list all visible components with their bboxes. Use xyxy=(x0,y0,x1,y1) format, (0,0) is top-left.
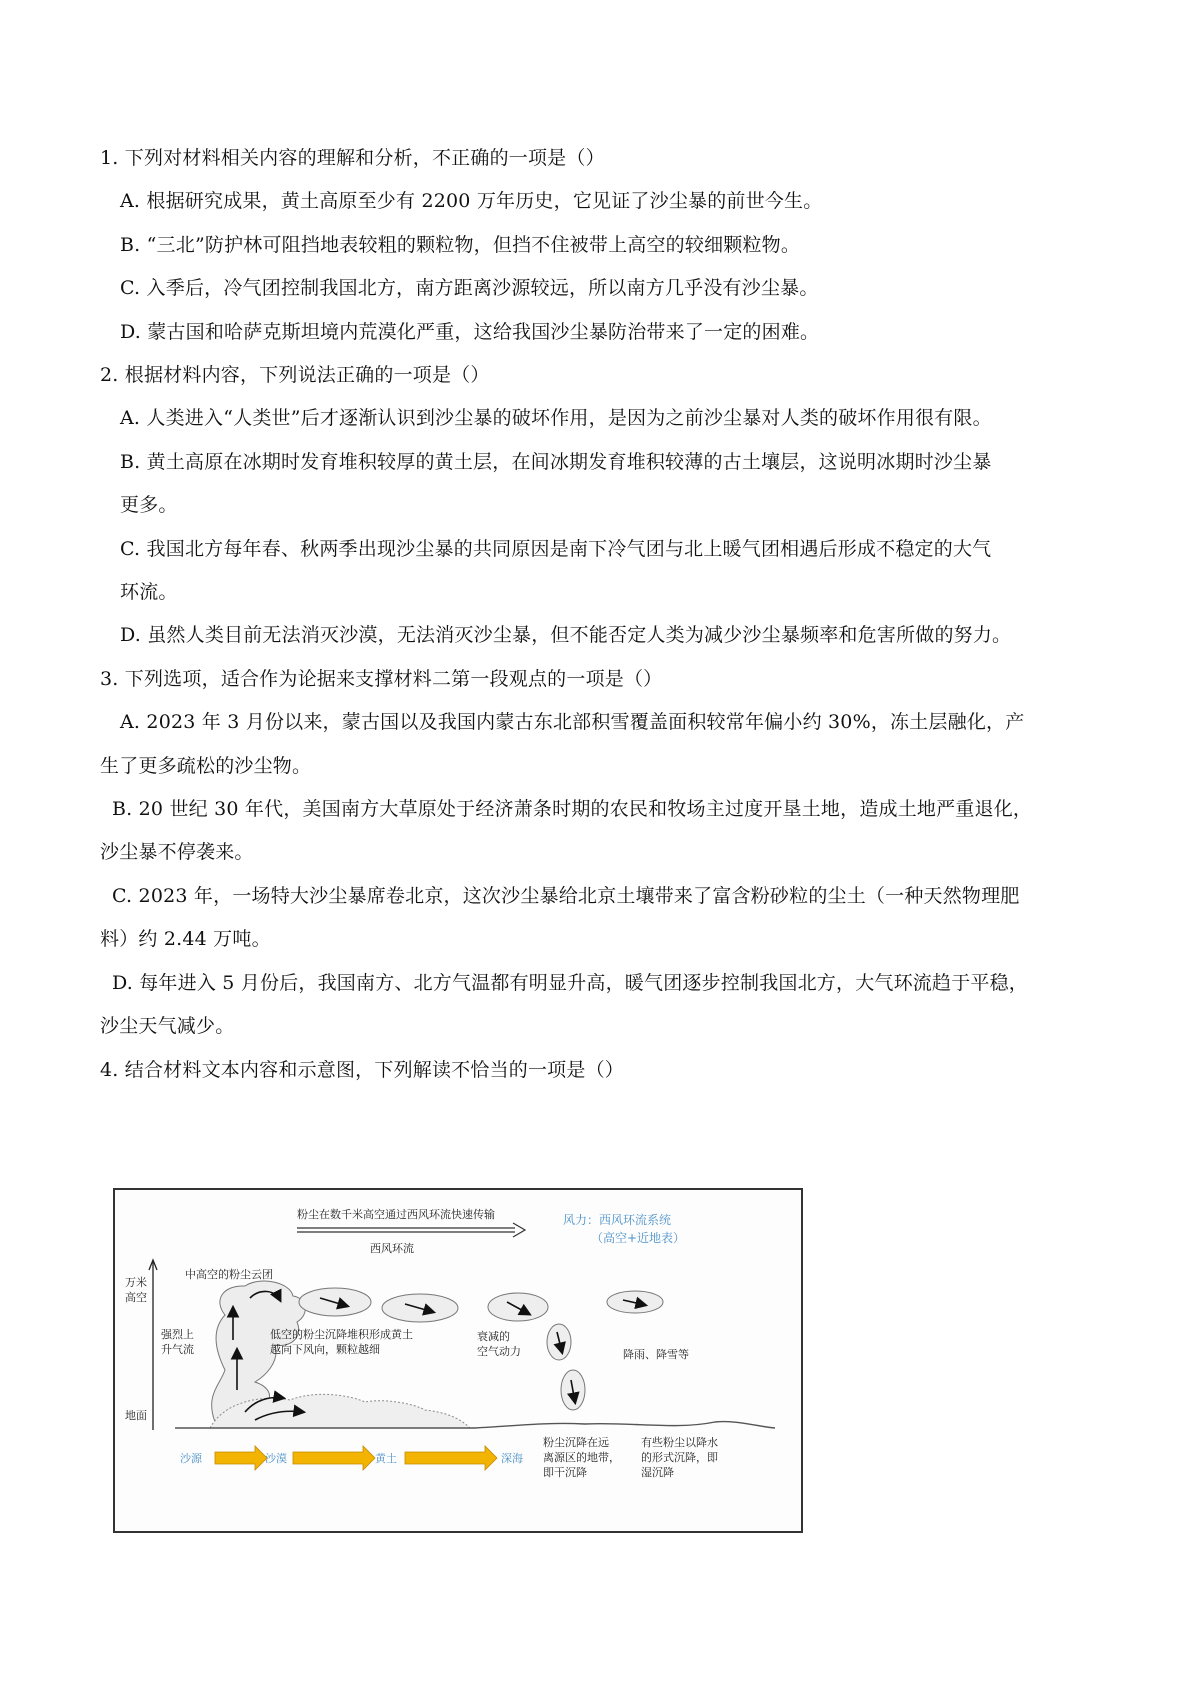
question-2-option-a: A. 人类进入“人类世”后才逐渐认识到沙尘暴的破坏作用，是因为之前沙尘暴对人类的破坏作用很有限。 xyxy=(120,407,992,429)
altitude-axis xyxy=(149,1260,157,1430)
axis-top-label-1: 万米 xyxy=(125,1276,147,1289)
question-2-option-b: B. 黄土高原在冰期时发育堆积较厚的黄土层，在间冰期发育堆积较薄的古土壤层，这说明冰期时沙尘暴 xyxy=(120,451,992,473)
question-2-option-b-cont: 更多。 xyxy=(120,494,178,516)
dry-deposition-label-1: 粉尘沉降在远 xyxy=(543,1436,609,1449)
wet-deposition-label-1: 有些粉尘以降水 xyxy=(641,1436,718,1449)
weak-airflow-label-2: 空气动力 xyxy=(477,1345,521,1358)
flow-label-desert: 沙漠 xyxy=(265,1452,287,1465)
figure-top-caption: 粉尘在数千米高空通过西风环流快速传输 xyxy=(297,1208,495,1221)
dry-deposition-label-3: 即干沉降 xyxy=(543,1466,587,1479)
question-3-option-a-cont: 生了更多疏松的沙尘物。 xyxy=(100,755,312,777)
question-3-option-c: C. 2023 年，一场特大沙尘暴席卷北京，这次沙尘暴给北京土壤带来了富含粉砂粒的尘土（一种天然物理肥 xyxy=(112,885,1020,907)
question-3-option-d: D. 每年进入 5 月份后，我国南方、北方气温都有明显升高，暖气团逐步控制我国北方，大气环流趋于平稳， xyxy=(112,972,1029,994)
question-2-option-c: C. 我国北方每年春、秋两季出现沙尘暴的共同原因是南下冷气团与北上暖气团相遇后形成不稳定的大气 xyxy=(120,538,992,560)
updraft-label-2: 升气流 xyxy=(161,1343,194,1356)
wind-label-2: （高空+近地表） xyxy=(591,1231,686,1245)
question-3-option-a: A. 2023 年 3 月份以来，蒙古国以及我国内蒙古东北部积雪覆盖面积较常年偏小约 30%，冻土层融化，产 xyxy=(120,711,1025,733)
precipitation-label: 降雨、降雪等 xyxy=(623,1348,689,1361)
flow-arrow-icons xyxy=(215,1446,497,1470)
flow-label-sand-source: 沙源 xyxy=(180,1452,202,1465)
question-2-option-d: D. 虽然人类目前无法消灭沙漠，无法消灭沙尘暴，但不能否定人类为减少沙尘暴频率和危害所做的努力。 xyxy=(120,624,1012,646)
axis-bottom-label: 地面 xyxy=(125,1409,147,1422)
weak-airflow-label-1: 衰减的 xyxy=(477,1330,510,1343)
flow-label-deep-sea: 深海 xyxy=(501,1452,523,1465)
question-1-option-c: C. 入季后，冷气团控制我国北方，南方距离沙源较远，所以南方几乎没有沙尘暴。 xyxy=(120,277,819,299)
question-3-option-b-cont: 沙尘暴不停袭来。 xyxy=(100,841,254,863)
question-1-option-a: A. 根据研究成果，黄土高原至少有 2200 万年历史，它见证了沙尘暴的前世今生。 xyxy=(120,190,823,212)
question-1-stem: 1. 下列对材料相关内容的理解和分析，不正确的一项是（） xyxy=(100,147,605,169)
question-3-option-d-cont: 沙尘天气减少。 xyxy=(100,1015,235,1037)
low-dust-label-1: 低空的粉尘沉降堆积形成黄土 xyxy=(270,1328,413,1341)
westerly-label: 西风环流 xyxy=(370,1242,414,1255)
dry-deposition-label-2: 离源区的地带， xyxy=(543,1451,620,1464)
cloud-label: 中高空的粉尘云团 xyxy=(185,1268,273,1281)
question-2-stem: 2. 根据材料内容，下列说法正确的一项是（） xyxy=(100,364,490,386)
question-3-option-c-cont: 料）约 2.44 万吨。 xyxy=(100,928,271,950)
low-dust-label-2: 越向下风向，颗粒越细 xyxy=(270,1343,380,1356)
wet-deposition-label-2: 的形式沉降，即 xyxy=(641,1451,718,1464)
question-1-option-d: D. 蒙古国和哈萨克斯坦境内荒漠化严重，这给我国沙尘暴防治带来了一定的困难。 xyxy=(120,321,820,343)
axis-top-label-2: 高空 xyxy=(125,1291,147,1304)
question-3-stem: 3. 下列选项，适合作为论据来支撑材料二第一段观点的一项是（） xyxy=(100,668,663,690)
flow-label-loess: 黄土 xyxy=(375,1452,397,1465)
updraft-label-1: 强烈上 xyxy=(161,1328,194,1341)
question-1-option-b: B. “三北”防护林可阻挡地表较粗的颗粒物，但挡不住被带上高空的较细颗粒物。 xyxy=(120,234,801,256)
dust-transport-diagram xyxy=(113,1188,803,1533)
question-2-option-c-cont: 环流。 xyxy=(120,581,178,603)
wet-deposition-label-3: 湿沉降 xyxy=(641,1466,674,1479)
question-4-stem: 4. 结合材料文本内容和示意图，下列解读不恰当的一项是（） xyxy=(100,1059,624,1081)
westerly-arrow-icon xyxy=(297,1223,525,1237)
wind-label-1: 风力：西风环流系统 xyxy=(563,1213,672,1227)
question-3-option-b: B. 20 世纪 30 年代，美国南方大草原处于经济萧条时期的农民和牧场主过度开垦土地，造成土地严重退化， xyxy=(112,798,1033,820)
